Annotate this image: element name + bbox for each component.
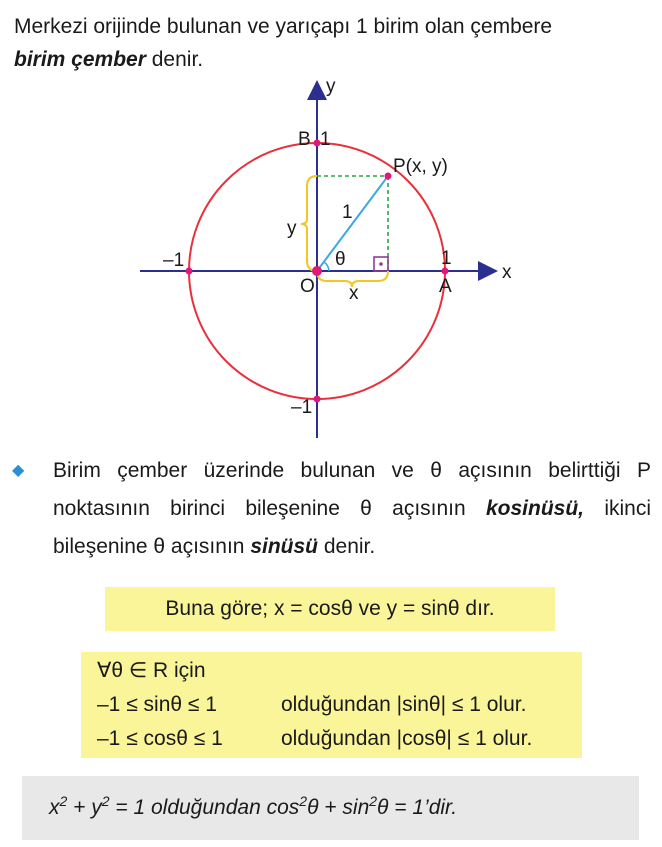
definition-formula: Buna göre; x = cosθ ve y = sinθ dır.	[165, 597, 495, 620]
point-neg1-y	[314, 396, 321, 403]
label-B-value: 1	[320, 129, 331, 150]
birim-cember-term: birim çember	[14, 48, 146, 71]
bounds-line-1	[97, 654, 206, 688]
para-part2: ikinci bileşenine θ açısının	[53, 497, 651, 558]
intro-text	[14, 10, 650, 76]
bounds-line-2	[97, 688, 527, 722]
label-neg1-x: –1	[163, 250, 185, 271]
sin-bound: –1 ≤ sinθ ≤ 1	[97, 693, 217, 716]
exp-1: 2	[59, 793, 68, 809]
label-theta: θ	[335, 249, 346, 270]
label-neg1-y: –1	[291, 397, 313, 418]
label-P: P(x, y)	[393, 156, 448, 177]
intro-line: Merkezi orijinde bulunan ve yarıçapı 1 birim olan çembere	[14, 15, 553, 38]
exp-2: 2	[101, 793, 110, 809]
sine-term: sinüsü	[250, 535, 318, 558]
cos-abs-bound: olduğundan |cosθ| ≤ 1 olur.	[281, 727, 533, 750]
exp-3: 2	[299, 793, 308, 809]
label-radius: 1	[342, 202, 353, 223]
point-neg1-x	[186, 268, 193, 275]
point-P	[385, 173, 392, 180]
identity-box	[22, 776, 639, 840]
definition-paragraph	[53, 452, 651, 566]
identity-end: θ = 1’dir.	[377, 796, 458, 819]
bounds-line-3	[97, 722, 533, 756]
bullet-diamond-icon: ◆	[12, 462, 25, 479]
para-part3: denir.	[323, 535, 376, 558]
identity-plus-y: + y	[67, 796, 102, 819]
theta-arc	[324, 262, 329, 271]
label-y-segment: y	[287, 218, 297, 239]
for-all-theta: ∀θ ∈ R için	[97, 659, 206, 682]
point-O	[312, 266, 322, 276]
sin-abs-bound: olduğundan |sinθ| ≤ 1 olur.	[281, 693, 527, 716]
identity-mid: = 1 olduğundan cos	[109, 796, 300, 819]
bounds-box	[81, 652, 582, 758]
cosine-term: kosinüsü,	[485, 497, 585, 520]
identity-x: x	[49, 796, 60, 819]
y-axis-label: y	[326, 76, 336, 97]
label-B: B	[298, 129, 311, 150]
identity-theta-sin: θ + sin	[307, 796, 370, 819]
y-brace	[301, 176, 317, 271]
label-pos1-x: 1	[441, 248, 452, 269]
para-part1: Birim çember üzerinde bulunan ve θ açısının belirttiği P noktasının birinci bileşenine θ açısının	[53, 459, 651, 520]
cos-bound: –1 ≤ cosθ ≤ 1	[97, 727, 223, 750]
x-axis-label: x	[502, 262, 512, 283]
label-O: O	[300, 276, 315, 297]
label-x-segment: x	[349, 283, 359, 304]
right-angle-dot	[379, 262, 383, 266]
label-A: A	[439, 276, 452, 297]
unit-circle-diagram	[0, 72, 662, 442]
exp-4: 2	[369, 793, 378, 809]
definition-box	[105, 587, 555, 631]
intro-tail: denir.	[151, 48, 204, 71]
